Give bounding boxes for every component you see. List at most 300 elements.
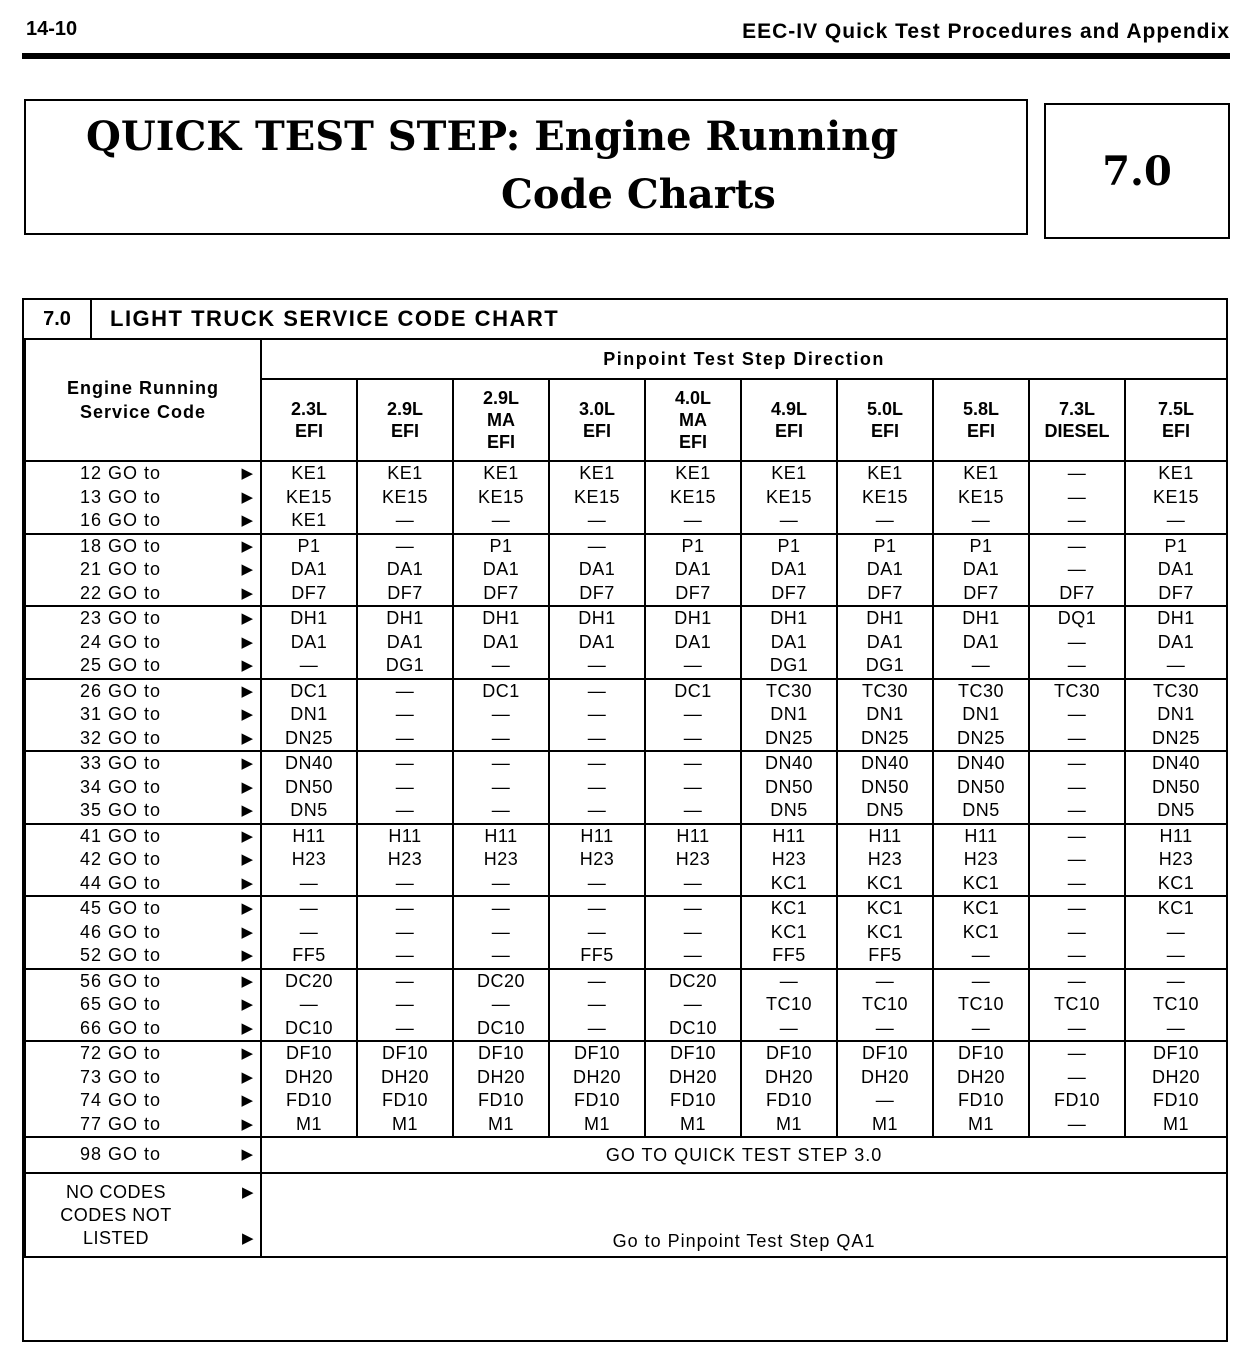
arrow-icon: ▶ (241, 874, 254, 892)
service-code-line (32, 558, 260, 582)
pinpoint-step: H23 (291, 849, 327, 869)
pinpoint-step: KE1 (1158, 463, 1194, 483)
pinpoint-step: P1 (969, 535, 993, 556)
pinpoint-step: KE15 (573, 486, 621, 507)
pinpoint-step: H11 (772, 825, 806, 846)
pinpoint-cell (741, 1041, 837, 1137)
pinpoint-step: FD10 (381, 1090, 428, 1110)
service-codes-cell (25, 461, 261, 534)
no-codes-text: NO CODES (65, 1181, 166, 1202)
arrow-icon: ▶ (241, 657, 254, 674)
pinpoint-step: KE15 (957, 486, 1005, 507)
pinpoint-step: — (1067, 559, 1087, 579)
title-box (24, 99, 1028, 235)
engine-header-line: EFI (294, 421, 323, 441)
service-code-text: 98 GO to (80, 1144, 162, 1165)
pinpoint-cell (741, 969, 837, 1042)
pinpoint-step: M1 (295, 1113, 322, 1134)
pinpoint-step: DF10 (285, 1043, 332, 1063)
pinpoint-cell (261, 896, 357, 969)
pinpoint-cell (741, 461, 837, 534)
pinpoint-step: DH1 (1157, 608, 1195, 628)
pinpoint-step: — (1067, 898, 1087, 918)
pinpoint-step: DF7 (291, 582, 327, 603)
pinpoint-step: KC1 (962, 898, 1000, 918)
pinpoint-step: KC1 (866, 872, 904, 893)
pinpoint-step: DN50 (764, 776, 814, 797)
engine-header-line: EFI (678, 432, 707, 452)
pinpoint-cell (453, 534, 549, 607)
engine-header (453, 379, 549, 461)
pinpoint-cell (837, 896, 933, 969)
pinpoint-step: M1 (871, 1113, 898, 1134)
pinpoint-step: DC1 (482, 680, 520, 701)
pinpoint-step: — (1067, 727, 1087, 748)
arrow-icon: ▶ (241, 1068, 254, 1086)
pinpoint-step: DA1 (866, 559, 904, 579)
pinpoint-step: — (1067, 463, 1087, 483)
pinpoint-header: Pinpoint Test Step Direction (261, 339, 1227, 379)
pinpoint-step: DN1 (1157, 704, 1195, 724)
pinpoint-cell (837, 824, 933, 897)
pinpoint-step: — (1067, 1017, 1087, 1038)
engine-header (837, 379, 933, 461)
engine-header-line: EFI (390, 421, 419, 441)
service-code-text: 16 GO to (80, 510, 162, 530)
pinpoint-cell (933, 534, 1029, 607)
pinpoint-step: — (587, 510, 607, 530)
service-code-line (32, 703, 260, 727)
engine-header-line: EFI (582, 421, 611, 441)
service-code-text: 18 GO to (80, 535, 162, 556)
pinpoint-cell (261, 751, 357, 824)
pinpoint-step: — (299, 898, 319, 918)
pinpoint-step: H23 (483, 849, 519, 869)
pinpoint-step: — (587, 970, 607, 991)
pinpoint-step: — (587, 872, 607, 893)
pinpoint-step: — (587, 727, 607, 748)
pinpoint-cell (741, 824, 837, 897)
pinpoint-step: DF7 (483, 582, 519, 603)
pinpoint-step: DN1 (962, 704, 1000, 724)
pinpoint-step: H23 (771, 849, 807, 869)
pinpoint-step: KE15 (285, 486, 333, 507)
pinpoint-cell (933, 606, 1029, 679)
service-code-line (32, 535, 260, 559)
pinpoint-step: KC1 (962, 921, 1000, 942)
pinpoint-step: KE1 (291, 463, 327, 483)
pinpoint-step: — (1067, 486, 1087, 507)
pinpoint-step: KE15 (1153, 486, 1200, 507)
pinpoint-step: KE15 (765, 486, 813, 507)
pinpoint-step: DF7 (867, 582, 903, 603)
pinpoint-cell (837, 461, 933, 534)
pinpoint-step: FF5 (580, 945, 614, 965)
pinpoint-step: TC10 (957, 994, 1004, 1014)
pinpoint-step: — (683, 704, 703, 724)
pinpoint-cell (453, 824, 549, 897)
pinpoint-cell (549, 606, 645, 679)
pinpoint-cell (645, 751, 741, 824)
pinpoint-step: — (587, 753, 607, 773)
arrow-icon: ▶ (241, 1019, 254, 1037)
pinpoint-step: — (971, 970, 991, 991)
pinpoint-cell (453, 606, 549, 679)
pinpoint-cell (261, 1041, 357, 1137)
engine-header (933, 379, 1029, 461)
pinpoint-step: FD10 (765, 1090, 812, 1110)
pinpoint-step: — (971, 1017, 991, 1038)
pinpoint-step: — (491, 921, 511, 942)
pinpoint-step: DA1 (386, 631, 424, 652)
pinpoint-step: DN40 (1152, 753, 1201, 773)
pinpoint-step: DH1 (386, 608, 424, 628)
service-code-text: 42 GO to (80, 849, 162, 869)
pinpoint-step: DN25 (284, 727, 334, 748)
pinpoint-step: — (491, 945, 511, 965)
pinpoint-step: — (779, 510, 799, 530)
pinpoint-step: KC1 (1157, 898, 1195, 918)
service-code-text: 46 GO to (80, 921, 162, 942)
pinpoint-step: H11 (292, 825, 326, 846)
service-code-text: 35 GO to (80, 800, 162, 820)
pinpoint-step: — (395, 872, 415, 893)
pinpoint-step: KE1 (771, 463, 807, 483)
pinpoint-cell (357, 534, 453, 607)
pinpoint-step: — (491, 510, 511, 530)
engine-header (261, 379, 357, 461)
pinpoint-cell (549, 679, 645, 752)
pinpoint-step: — (1067, 776, 1087, 797)
service-code-line (32, 1042, 260, 1066)
service-code-line (32, 654, 260, 678)
service-code-line (32, 486, 260, 510)
pinpoint-cell (645, 1041, 741, 1137)
arrow-icon: ▶ (241, 1115, 254, 1133)
pinpoint-step: DC1 (290, 680, 328, 701)
pinpoint-step: — (395, 994, 415, 1014)
service-codes-cell (25, 534, 261, 607)
pinpoint-cell (453, 679, 549, 752)
pinpoint-step: DF7 (1059, 582, 1095, 603)
pinpoint-cell (1125, 534, 1227, 607)
service-code-line (32, 1089, 260, 1113)
pinpoint-cell (837, 751, 933, 824)
pinpoint-step: P1 (681, 535, 705, 556)
arrow-icon: ▶ (241, 1045, 254, 1062)
engine-header-line: 2.3L (290, 399, 328, 419)
pinpoint-step: KE1 (291, 510, 327, 530)
pinpoint-step: — (1067, 510, 1087, 530)
pinpoint-step: — (491, 994, 511, 1014)
service-code-text: 72 GO to (80, 1043, 162, 1063)
pinpoint-cell (261, 461, 357, 534)
pinpoint-cell (741, 606, 837, 679)
pinpoint-step: — (587, 1017, 607, 1038)
pinpoint-step: — (1166, 510, 1186, 530)
pinpoint-step: TC30 (1053, 680, 1100, 701)
arrow-icon: ▶ (241, 633, 254, 651)
arrow-icon: ▶ (241, 1146, 254, 1164)
pinpoint-step: — (1067, 753, 1087, 773)
pinpoint-step: — (587, 921, 607, 942)
pinpoint-step: P1 (297, 535, 321, 556)
pinpoint-cell (645, 679, 741, 752)
pinpoint-step: DH1 (674, 608, 712, 628)
service-codes-cell (25, 606, 261, 679)
pinpoint-step: DF7 (771, 582, 807, 603)
engine-header-line: EFI (966, 421, 995, 441)
service-code-header-line: Engine Running (67, 378, 219, 398)
service-code-text: 52 GO to (80, 945, 162, 965)
pinpoint-step: — (683, 898, 703, 918)
pinpoint-step: DF10 (861, 1043, 908, 1063)
pinpoint-step: H11 (484, 825, 518, 846)
arrow-icon: ▶ (241, 900, 254, 917)
pinpoint-step: KE15 (477, 486, 525, 507)
arrow-icon: ▶ (241, 947, 254, 964)
engine-header-line: 7.5L (1158, 399, 1195, 419)
pinpoint-step: — (779, 970, 799, 991)
pinpoint-step: H11 (964, 825, 998, 846)
arrow-icon: ▶ (241, 1183, 254, 1201)
pinpoint-step: — (875, 510, 895, 530)
code-table (24, 338, 1228, 1258)
pinpoint-step: — (587, 535, 607, 556)
pinpoint-step: KE1 (387, 463, 423, 483)
service-code-line (32, 921, 260, 945)
pinpoint-step: DA1 (674, 631, 712, 652)
pinpoint-step: DA1 (482, 559, 520, 579)
service-code-line (32, 848, 260, 872)
pinpoint-cell (1125, 461, 1227, 534)
pinpoint-cell (1125, 824, 1227, 897)
pinpoint-step: DC10 (476, 1017, 526, 1038)
code-group-row (25, 824, 1227, 897)
pinpoint-step: — (395, 898, 415, 918)
pinpoint-step: FD10 (285, 1090, 332, 1110)
pinpoint-step: — (395, 680, 415, 701)
pinpoint-step: TC30 (957, 680, 1004, 701)
service-code-line (32, 1113, 260, 1137)
pinpoint-cell (1125, 751, 1227, 824)
engine-header-line: 4.0L (674, 388, 712, 408)
pinpoint-step: DH1 (962, 608, 1000, 628)
engine-header-line: 4.9L (770, 399, 808, 419)
pinpoint-step: DN25 (956, 727, 1006, 748)
engine-header-line: MA (679, 410, 707, 430)
arrow-icon: ▶ (241, 537, 254, 555)
pinpoint-step: DA1 (674, 559, 712, 579)
pinpoint-step: P1 (873, 535, 897, 556)
pinpoint-cell (453, 969, 549, 1042)
pinpoint-cell (1125, 679, 1227, 752)
pinpoint-step: FD10 (957, 1090, 1004, 1110)
pinpoint-step: — (587, 994, 607, 1014)
pinpoint-step: DN50 (860, 776, 910, 797)
pinpoint-step: DC10 (284, 1017, 334, 1038)
pinpoint-cell (357, 606, 453, 679)
pinpoint-step: — (1067, 800, 1087, 820)
pinpoint-step: — (1067, 535, 1087, 556)
pinpoint-step: DA1 (770, 559, 808, 579)
arrow-icon: ▶ (241, 682, 254, 700)
engine-header (1125, 379, 1227, 461)
service-codes-cell (25, 824, 261, 897)
service-code-text: 32 GO to (80, 727, 162, 748)
arrow-icon: ▶ (241, 465, 254, 482)
pinpoint-step: KC1 (962, 872, 1000, 893)
pinpoint-step: DF7 (579, 582, 615, 603)
pinpoint-step: — (395, 970, 415, 991)
pinpoint-cell (549, 751, 645, 824)
pinpoint-step: DN1 (866, 704, 904, 724)
pinpoint-step: — (587, 800, 607, 820)
pinpoint-step: M1 (487, 1113, 514, 1134)
pinpoint-step: DF10 (1153, 1043, 1200, 1063)
engine-header-line: MA (487, 410, 515, 430)
pinpoint-step: KE1 (675, 463, 711, 483)
arrow-icon: ▶ (241, 851, 254, 868)
pinpoint-step: DC10 (668, 1017, 718, 1038)
engine-header (645, 379, 741, 461)
pinpoint-step: FF5 (868, 945, 902, 965)
pinpoint-cell (741, 896, 837, 969)
pinpoint-step: — (875, 970, 895, 991)
pinpoint-step: KC1 (770, 872, 808, 893)
service-code-line (32, 1143, 260, 1167)
pinpoint-step: DH20 (668, 1066, 718, 1087)
service-code-line (32, 462, 260, 486)
pinpoint-step: — (1166, 1017, 1186, 1038)
pinpoint-step: M1 (775, 1113, 802, 1134)
pinpoint-step: — (1067, 825, 1087, 846)
pinpoint-cell (261, 679, 357, 752)
pinpoint-step: DF10 (957, 1043, 1004, 1063)
service-code-line (32, 607, 260, 631)
pinpoint-cell (741, 534, 837, 607)
no-codes-text: LISTED (82, 1227, 150, 1248)
service-codes-cell (25, 1137, 261, 1173)
pinpoint-cell (645, 534, 741, 607)
pinpoint-step: — (491, 727, 511, 748)
pinpoint-step: — (395, 921, 415, 942)
pinpoint-step: — (491, 704, 511, 724)
service-code-text: 66 GO to (80, 1017, 162, 1038)
pinpoint-step: M1 (679, 1113, 706, 1134)
pinpoint-cell (645, 461, 741, 534)
pinpoint-step: — (1067, 631, 1087, 652)
pinpoint-cell (837, 534, 933, 607)
title-line-2: Code Charts (501, 171, 776, 218)
pinpoint-step: — (1166, 945, 1186, 965)
pinpoint-cell (357, 679, 453, 752)
pinpoint-step: — (683, 945, 703, 965)
chart-number: 7.0 (24, 300, 92, 338)
pinpoint-step: DN5 (770, 800, 808, 820)
pinpoint-step: DN40 (284, 753, 334, 773)
pinpoint-cell (453, 461, 549, 534)
pinpoint-cell (645, 896, 741, 969)
pinpoint-step: M1 (391, 1113, 418, 1134)
code-group-row (25, 1041, 1227, 1137)
pinpoint-cell (1125, 896, 1227, 969)
pinpoint-cell (645, 969, 741, 1042)
pinpoint-step: DH20 (860, 1066, 910, 1087)
service-codes-cell (25, 1041, 261, 1137)
pinpoint-step: DN40 (764, 753, 814, 773)
pinpoint-step: FD10 (669, 1090, 716, 1110)
pinpoint-step: KE15 (669, 486, 717, 507)
pinpoint-cell (741, 751, 837, 824)
pinpoint-step: — (971, 655, 991, 675)
pinpoint-cell (453, 751, 549, 824)
pinpoint-cell (453, 896, 549, 969)
engine-header-line: EFI (870, 421, 899, 441)
pinpoint-step: KC1 (1157, 872, 1195, 893)
pinpoint-step: DH20 (284, 1066, 334, 1087)
pinpoint-step: DF10 (669, 1043, 716, 1063)
pinpoint-step: DN40 (956, 753, 1006, 773)
pinpoint-step: DG1 (769, 655, 809, 675)
pinpoint-step: H11 (676, 825, 710, 846)
engine-header-line: 2.9L (482, 388, 520, 408)
pinpoint-step: DF7 (1158, 582, 1194, 603)
code-98-direction: GO TO QUICK TEST STEP 3.0 (261, 1137, 1227, 1173)
pinpoint-step: — (971, 510, 991, 530)
pinpoint-cell (549, 461, 645, 534)
pinpoint-step: — (587, 704, 607, 724)
pinpoint-cell (357, 751, 453, 824)
pinpoint-step: DN50 (956, 776, 1006, 797)
pinpoint-step: — (683, 655, 703, 675)
service-code-line (32, 680, 260, 704)
pinpoint-step: DF7 (387, 582, 423, 603)
pinpoint-step: — (875, 1090, 895, 1110)
pinpoint-cell (837, 606, 933, 679)
pinpoint-step: TC30 (861, 680, 908, 701)
pinpoint-step: — (491, 800, 511, 820)
pinpoint-step: TC10 (765, 994, 812, 1014)
pinpoint-step: TC30 (765, 680, 812, 701)
service-code-text: 41 GO to (80, 825, 162, 846)
pinpoint-step: DA1 (290, 631, 328, 652)
service-code-line (32, 582, 260, 606)
pinpoint-cell (1029, 679, 1125, 752)
service-code-line (32, 752, 260, 776)
pinpoint-step: DH1 (866, 608, 904, 628)
pinpoint-step: — (491, 898, 511, 918)
pinpoint-step: — (1166, 970, 1186, 991)
pinpoint-step: — (395, 535, 415, 556)
pinpoint-step: — (683, 800, 703, 820)
pinpoint-step: H23 (1158, 849, 1194, 869)
no-codes-text: CODES NOT (60, 1204, 172, 1225)
engine-header-line: EFI (486, 432, 515, 452)
arrow-icon: ▶ (241, 729, 254, 747)
pinpoint-step: DA1 (866, 631, 904, 652)
engine-header-line: EFI (774, 421, 803, 441)
pinpoint-cell (549, 896, 645, 969)
service-codes-cell (25, 679, 261, 752)
pinpoint-step: DA1 (482, 631, 520, 652)
arrow-icon: ▶ (241, 706, 254, 723)
service-code-text: 74 GO to (80, 1090, 162, 1110)
service-code-text: 21 GO to (80, 559, 162, 579)
pinpoint-step: KE15 (381, 486, 429, 507)
pinpoint-step: H11 (1159, 825, 1193, 846)
pinpoint-step: — (683, 727, 703, 748)
